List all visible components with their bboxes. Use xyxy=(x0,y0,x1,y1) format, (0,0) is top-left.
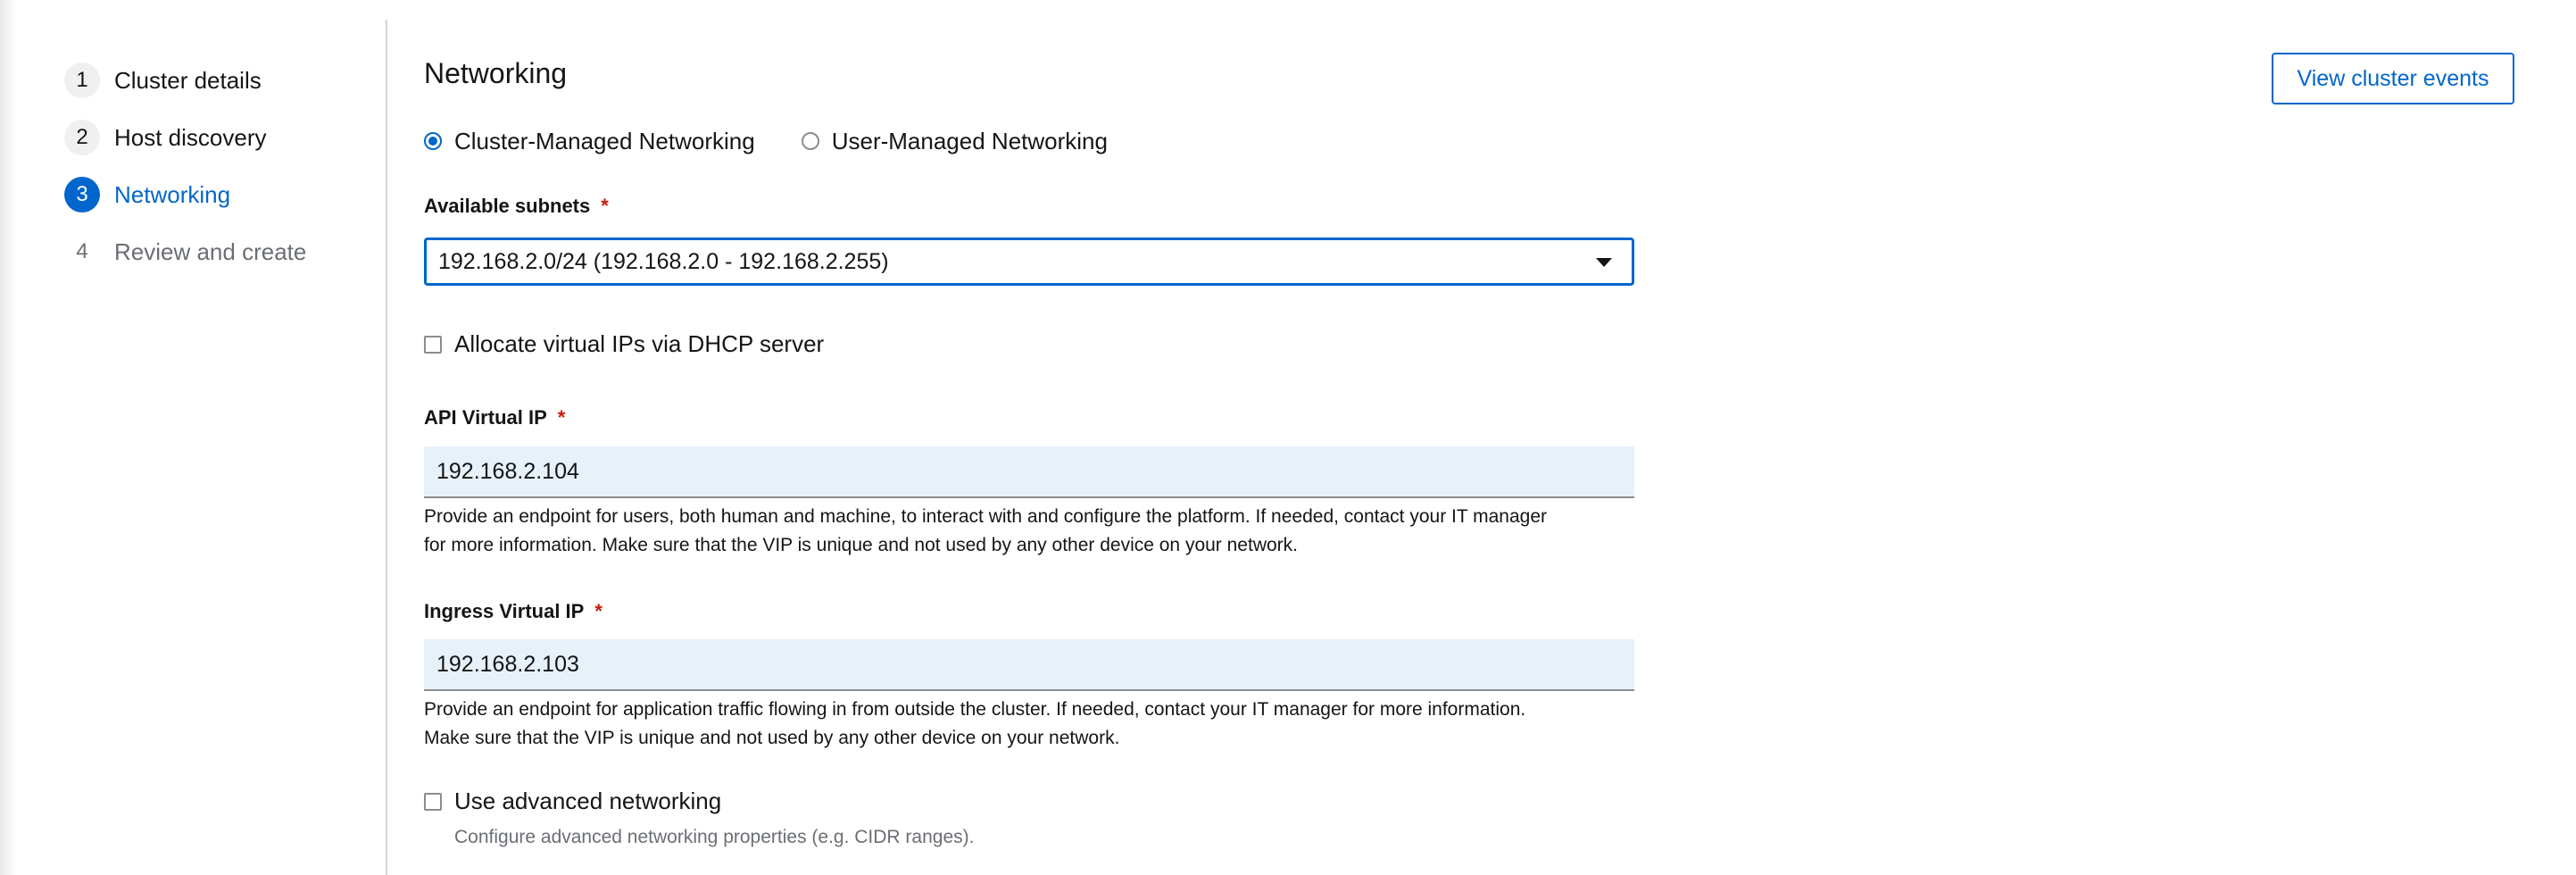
ingress-vip-label xyxy=(424,600,602,623)
available-subnets-label xyxy=(424,195,609,218)
user-managed-networking-option[interactable] xyxy=(802,128,1108,155)
required-indicator: * xyxy=(594,600,602,622)
required-indicator: * xyxy=(601,195,609,217)
advanced-networking-checkbox-row[interactable] xyxy=(424,788,721,815)
api-vip-label xyxy=(424,406,565,429)
helper-line: Provide an endpoint for application traffic flowing in from outside the cluster. If needed, contact your IT manager for more information. xyxy=(424,699,1526,720)
ingress-vip-helper-text xyxy=(424,696,1656,753)
networking-form xyxy=(424,0,2548,875)
user-managed-radio[interactable] xyxy=(802,132,819,150)
network-mode-radio-group xyxy=(424,123,1154,159)
required-indicator: * xyxy=(557,406,566,429)
step-number: 3 xyxy=(64,177,100,212)
select-value: 192.168.2.0/24 (192.168.2.0 - 192.168.2.255) xyxy=(438,248,889,274)
advanced-networking-checkbox[interactable] xyxy=(424,793,442,811)
available-subnets-select[interactable] xyxy=(424,238,1634,286)
view-cluster-events-button[interactable]: View cluster events xyxy=(2272,53,2514,104)
api-vip-input[interactable] xyxy=(424,446,1634,498)
page-title: Networking xyxy=(424,57,568,89)
ingress-vip-input[interactable] xyxy=(424,639,1634,691)
step-label: Cluster details xyxy=(114,66,262,94)
cluster-managed-networking-option[interactable] xyxy=(424,128,755,155)
step-label: Networking xyxy=(114,180,231,208)
step-number: 4 xyxy=(76,239,88,263)
api-vip-helper-text xyxy=(424,503,1656,560)
helper-line: for more information. Make sure that the VIP is unique and not used by any other device on your network. xyxy=(424,535,1298,555)
field-label-text: Ingress Virtual IP xyxy=(424,600,585,622)
helper-line: Make sure that the VIP is unique and not used by any other device on your network. xyxy=(424,728,1120,748)
step-number: 1 xyxy=(64,62,100,98)
wizard-step-host-discovery[interactable] xyxy=(64,109,386,166)
field-label-text: API Virtual IP xyxy=(424,406,547,429)
left-edge-shadow xyxy=(0,0,16,875)
field-label-text: Available subnets xyxy=(424,195,591,217)
step-number: 2 xyxy=(64,120,100,155)
checkbox-label: Use advanced networking xyxy=(454,788,722,814)
nav-divider xyxy=(386,20,387,875)
step-label: Review and create xyxy=(114,238,307,265)
wizard-step-review-and-create xyxy=(64,223,386,280)
cluster-managed-radio[interactable] xyxy=(424,132,442,150)
radio-label: Cluster-Managed Networking xyxy=(454,127,755,154)
wizard-step-cluster-details[interactable] xyxy=(64,52,386,109)
wizard-step-nav xyxy=(64,52,386,280)
checkbox-label: Allocate virtual IPs via DHCP server xyxy=(454,330,825,357)
radio-label: User-Managed Networking xyxy=(831,127,1108,154)
advanced-networking-description: Configure advanced networking properties (e.g. CIDR ranges). xyxy=(454,827,975,847)
wizard-step-networking[interactable] xyxy=(64,166,386,223)
dhcp-checkbox[interactable] xyxy=(424,336,442,354)
dhcp-allocation-checkbox-row[interactable] xyxy=(424,330,824,358)
step-label: Host discovery xyxy=(114,123,267,151)
caret-down-icon xyxy=(1596,258,1612,267)
helper-line: Provide an endpoint for users, both human and machine, to interact with and configure the platform. If needed, contact your IT manager xyxy=(424,506,1548,527)
